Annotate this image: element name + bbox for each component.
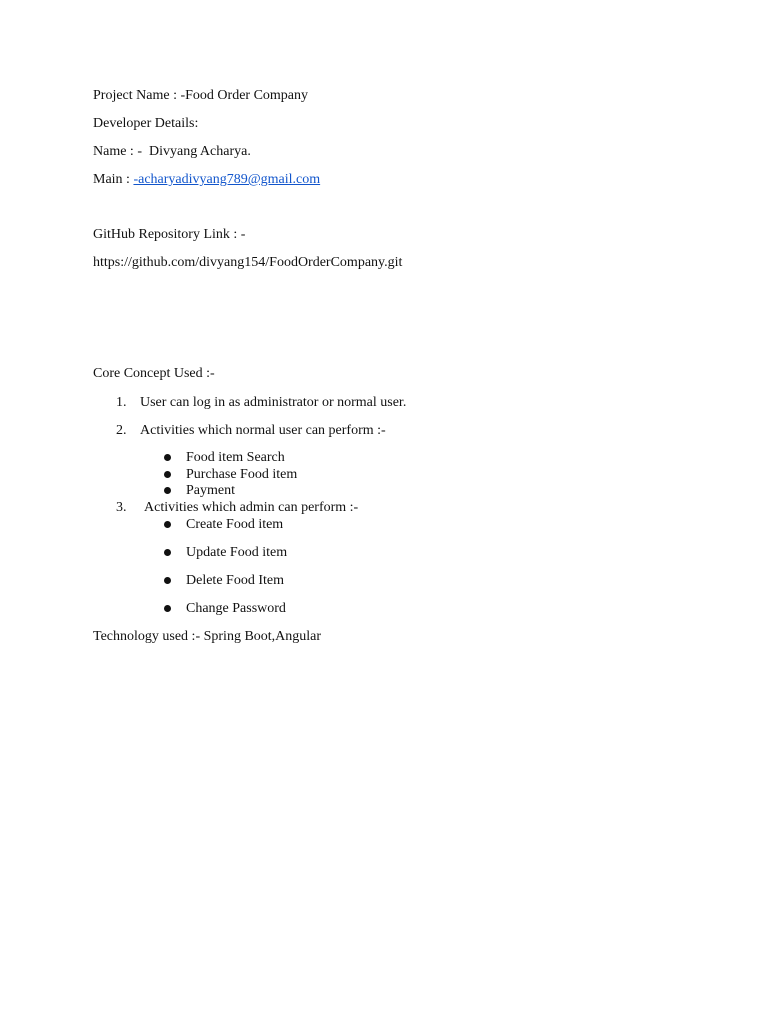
list-item-number: 2. xyxy=(116,423,127,438)
developer-name-value: Divyang Acharya. xyxy=(148,144,251,159)
admin-activity-text: Update Food item xyxy=(186,545,288,560)
bullet-icon xyxy=(164,487,171,494)
project-name-value: Food Order Company xyxy=(185,88,309,103)
developer-name-label: Name : - xyxy=(93,144,142,159)
developer-details-heading: Developer Details: xyxy=(93,116,199,131)
github-link-label: GitHub Repository Link : - xyxy=(93,227,246,242)
developer-mail-label: Main : xyxy=(93,172,130,187)
project-name-line xyxy=(93,87,308,105)
admin-activity-text: Delete Food Item xyxy=(186,573,284,588)
bullet-icon xyxy=(164,577,171,584)
bullet-icon xyxy=(164,549,171,556)
admin-activity-text: Change Password xyxy=(186,601,286,616)
developer-email-link[interactable]: -acharyadivyang789@gmail.com xyxy=(133,172,321,187)
user-activity-text: Purchase Food item xyxy=(186,467,298,482)
bullet-icon xyxy=(164,454,171,461)
project-name-label: Project Name : - xyxy=(93,88,186,103)
user-activity-text: Payment xyxy=(186,483,235,498)
list-item-number: 1. xyxy=(116,395,127,410)
github-url: https://github.com/divyang154/FoodOrderCompany.git xyxy=(93,255,403,270)
technology-used-line: Technology used :- Spring Boot,Angular xyxy=(93,629,322,644)
list-item-number: 3. xyxy=(116,500,127,515)
admin-activity-text: Create Food item xyxy=(186,517,284,532)
user-activity-text: Food item Search xyxy=(186,450,285,465)
developer-mail-line xyxy=(93,171,320,189)
bullet-icon xyxy=(164,471,171,478)
list-item-text: Activities which admin can perform :- xyxy=(144,500,359,515)
list-item-text: User can log in as administrator or normal user. xyxy=(140,395,407,410)
bullet-icon xyxy=(164,521,171,528)
bullet-icon xyxy=(164,605,171,612)
developer-name-line xyxy=(93,143,251,161)
core-concept-heading: Core Concept Used :- xyxy=(93,366,215,381)
list-item-text: Activities which normal user can perform :- xyxy=(140,423,386,438)
